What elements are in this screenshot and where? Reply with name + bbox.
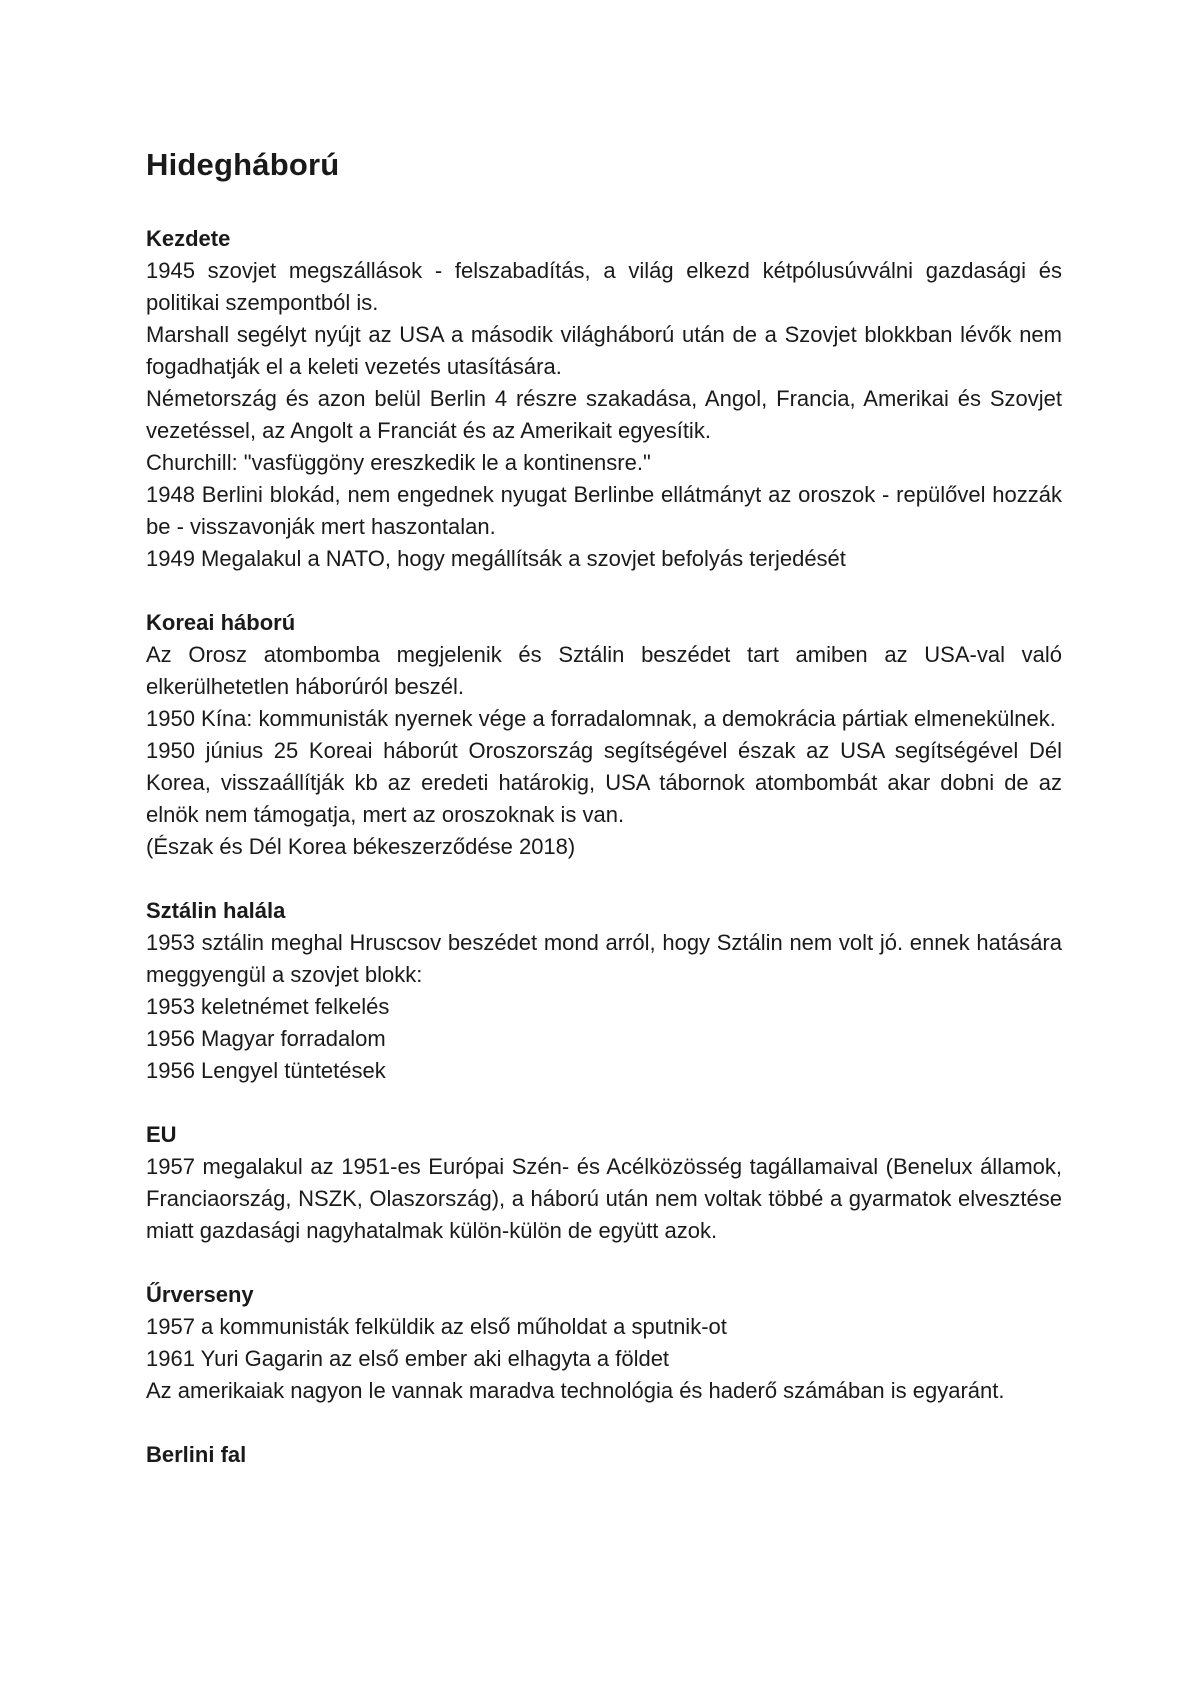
section-heading: Berlini fal bbox=[146, 1442, 247, 1467]
paragraph: 1953 keletnémet felkelés bbox=[146, 994, 390, 1019]
paragraph: 1957 megalakul az 1951-es Európai Szén- és Acélközösség tagállamaival (Benelux államok, Franciaország, NSZK, Olaszország), a háború után nem voltak többé a gyarmatok elvesztése miatt gazdasági nagyhatalmak külön-külön de együtt azok. bbox=[146, 1154, 1062, 1243]
paragraph: 1950 június 25 Koreai háborút Oroszország segítségével észak az USA segítségével Dél Korea, visszaállítják kb az eredeti határokig, USA tábornok atombombát akar dobni de az elnök nem támogatja, mert az oroszoknak is van. bbox=[146, 738, 1062, 827]
spacer bbox=[146, 1407, 1062, 1439]
paragraph: 1953 sztálin meghal Hruscsov beszédet mond arról, hogy Sztálin nem volt jó. ennek hatására meggyengül a szovjet blokk: bbox=[146, 930, 1062, 987]
spacer bbox=[146, 1087, 1062, 1119]
section bbox=[146, 1119, 1062, 1247]
paragraph: 1961 Yuri Gagarin az első ember aki elhagyta a földet bbox=[146, 1346, 670, 1371]
section bbox=[146, 895, 1062, 1087]
paragraph: 1948 Berlini blokád, nem engednek nyugat Berlinbe ellátmányt az oroszok - repülővel hozzák be - visszavonják mert haszontalan. bbox=[146, 482, 1062, 539]
document-title: Hidegháború bbox=[146, 147, 340, 182]
section bbox=[146, 223, 1062, 575]
paragraph: 1945 szovjet megszállások - felszabadítás, a világ elkezd kétpólusúvválni gazdasági és politikai szempontból is. bbox=[146, 258, 1062, 315]
spacer bbox=[146, 863, 1062, 895]
section bbox=[146, 1439, 1062, 1471]
section-heading: Kezdete bbox=[146, 226, 231, 251]
document-body bbox=[146, 223, 1062, 1471]
section-heading: Űrverseny bbox=[146, 1282, 254, 1307]
spacer bbox=[146, 575, 1062, 607]
paragraph: Marshall segélyt nyújt az USA a második világháború után de a Szovjet blokkban lévők nem fogadhatják el a keleti vezetés utasítására. bbox=[146, 322, 1062, 379]
paragraph: Németország és azon belül Berlin 4 részre szakadása, Angol, Francia, Amerikai és Szovjet vezetéssel, az Angolt a Franciát és az Amerikait egyesítik. bbox=[146, 386, 1062, 443]
section bbox=[146, 607, 1062, 863]
paragraph: 1957 a kommunisták felküldik az első műholdat a sputnik-ot bbox=[146, 1314, 727, 1339]
paragraph: 1949 Megalakul a NATO, hogy megállítsák a szovjet befolyás terjedését bbox=[146, 546, 846, 571]
paragraph: (Észak és Dél Korea békeszerződése 2018) bbox=[146, 834, 576, 859]
paragraph: 1956 Magyar forradalom bbox=[146, 1026, 386, 1051]
paragraph: 1950 Kína: kommunisták nyernek vége a forradalomnak, a demokrácia pártiak elmenekülnek. bbox=[146, 706, 1056, 731]
section bbox=[146, 1279, 1062, 1407]
paragraph: Churchill: "vasfüggöny ereszkedik le a kontinensre." bbox=[146, 450, 651, 475]
paragraph: Az Orosz atombomba megjelenik és Sztálin beszédet tart amiben az USA-val való elkerülhetetlen háborúról beszél. bbox=[146, 642, 1062, 699]
section-heading: Sztálin halála bbox=[146, 898, 286, 923]
paragraph: Az amerikaiak nagyon le vannak maradva technológia és haderő számában is egyaránt. bbox=[146, 1378, 1005, 1403]
spacer bbox=[146, 1247, 1062, 1279]
section-heading: Koreai háború bbox=[146, 610, 296, 635]
paragraph: 1956 Lengyel tüntetések bbox=[146, 1058, 386, 1083]
spacer bbox=[146, 187, 1062, 223]
section-heading: EU bbox=[146, 1122, 177, 1147]
